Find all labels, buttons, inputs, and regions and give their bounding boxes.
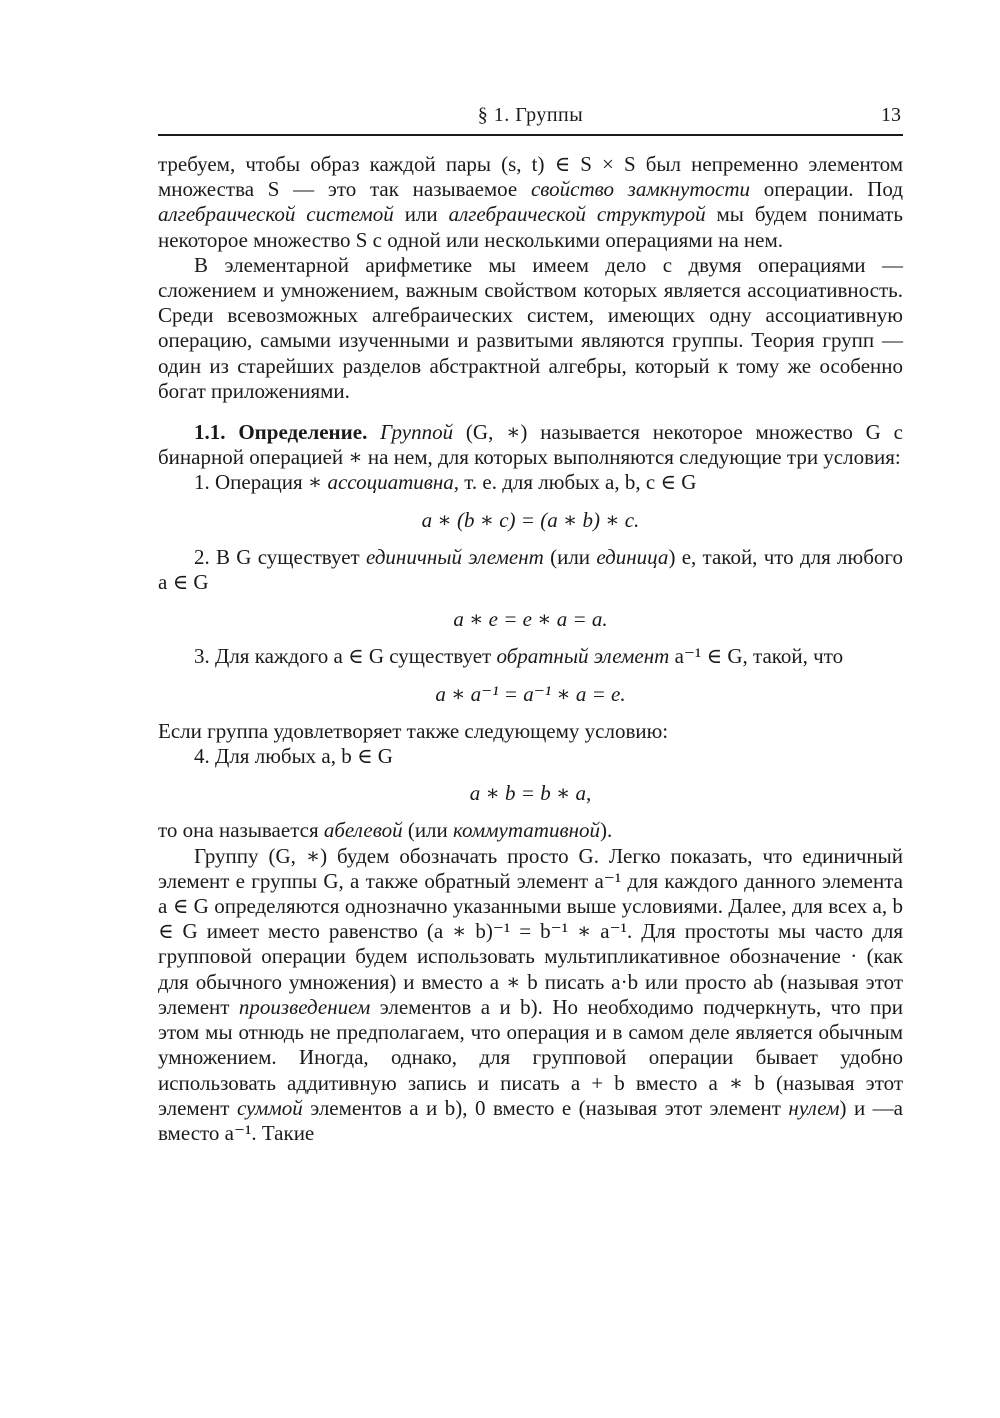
term-unit: единица: [596, 544, 669, 569]
text-run: 2. В G существует: [194, 544, 367, 569]
equation-commutativity: a ∗ b = b ∗ a,: [469, 781, 592, 806]
text-run: операции. Под: [750, 177, 904, 202]
paragraph-abelian: [158, 818, 903, 843]
text-run: ) и —a вместо a⁻¹. Такие: [158, 1095, 903, 1145]
paragraph-closure: [158, 152, 903, 253]
paragraph-arithmetic: В элементарной арифметике мы имеем дело с двумя операциями — сложением и умножением, важным свойством которых является ассоциативность. Среди всевозможных алгебраических систем, имеющих одну ассоциативную операцию, самыми изученными и развитыми являются группы. Теория групп — один из старейших разделов абстрактной алгебры, который к тому же особенно богат приложениями.: [158, 252, 903, 403]
text-run: 1. Операция ∗: [194, 470, 328, 495]
text-run: (или: [402, 818, 454, 843]
text-run: то она называется: [158, 818, 324, 843]
text-run: a⁻¹ ∈ G, такой, что: [669, 644, 844, 669]
condition-1: [158, 470, 903, 495]
term-group: Группой: [380, 420, 454, 445]
equation-inverse: a ∗ a⁻¹ = a⁻¹ ∗ a = e.: [435, 681, 626, 706]
text-run: Группу (G, ∗) будем обозначать просто G. Легко показать, что единичный элемент e группы G, а также обратный элемент a⁻¹ для каждого данного элемента a ∈ G определяются однозначно указанными выше условиями. Далее, для всех a, b ∈ G имеет место равенство (a ∗ b)⁻¹ = b⁻¹ ∗ a⁻¹. Для простоты мы часто для групповой операции будем использовать мультипликативное обозначение · (как для обычного умножения) и вместо a ∗ b писать a·b или просто ab (называя этот элемент: [158, 843, 903, 1019]
text-run: элементов a и b), 0 вместо e (называя этот элемент: [302, 1095, 789, 1120]
term-zero: нулем: [788, 1095, 840, 1120]
page-number: 13: [881, 104, 901, 126]
condition-3: [158, 644, 903, 669]
condition-4-intro: Если группа удовлетворяет также следующему условию:: [158, 718, 669, 743]
text-run: (или: [543, 544, 597, 569]
term-algebraic-system: алгебраической системой: [158, 202, 394, 227]
text-run: или: [393, 202, 449, 227]
text-run: , т. е. для любых a, b, c ∈ G: [453, 470, 697, 495]
page-body: [158, 152, 903, 1146]
term-product: произведением: [238, 994, 371, 1019]
term-closure: свойство замкнутости: [530, 177, 750, 202]
text-run: (G, ∗) называется некоторое множество G с бинарной операцией ∗ на нем, для которых выполняются следующие три условия:: [158, 420, 904, 470]
definition-group: [158, 420, 903, 470]
term-commutative: коммутативной: [453, 818, 601, 843]
term-algebraic-structure: алгебраической структурой: [448, 202, 706, 227]
text-run: 3. Для каждого a ∈ G существует: [194, 644, 497, 669]
term-associative: ассоциативна: [327, 470, 454, 495]
term-sum: суммой: [236, 1095, 303, 1120]
section-title: § 1. Группы: [477, 104, 584, 126]
running-header: [158, 100, 903, 136]
condition-2: [158, 545, 903, 595]
definition-number: 1.1.: [194, 420, 226, 445]
term-inverse-element: обратный элемент: [496, 644, 670, 669]
text-run: элементов a и b). Но необходимо подчеркнуть, что при этом мы отнюдь не предполагаем, что операция и в самом деле является обычным умножением. Иногда, однако, для групповой операции бывает удобно использовать аддитивную запись и писать a + b вместо a ∗ b (называя этот элемент: [158, 994, 903, 1120]
text-run: ) e, такой, что для любого a ∈ G: [158, 544, 903, 595]
condition-4: 4. Для любых a, b ∈ G: [194, 744, 393, 769]
definition-label: Определение.: [238, 420, 368, 445]
text-run: ).: [600, 818, 613, 843]
text-run: требуем, чтобы образ каждой пары (s, t) ∈ S × S был непременно элементом множества S — это так называемое: [158, 152, 903, 202]
term-identity-element: единичный элемент: [366, 544, 544, 569]
paragraph-notation: [158, 844, 903, 1146]
equation-associativity: a ∗ (b ∗ c) = (a ∗ b) ∗ c.: [421, 507, 640, 532]
equation-identity: a ∗ e = e ∗ a = a.: [453, 607, 608, 632]
term-abelian: абелевой: [323, 818, 403, 843]
text-run: мы будем понимать некоторое множество S с одной или несколькими операциями на нем.: [158, 202, 903, 252]
